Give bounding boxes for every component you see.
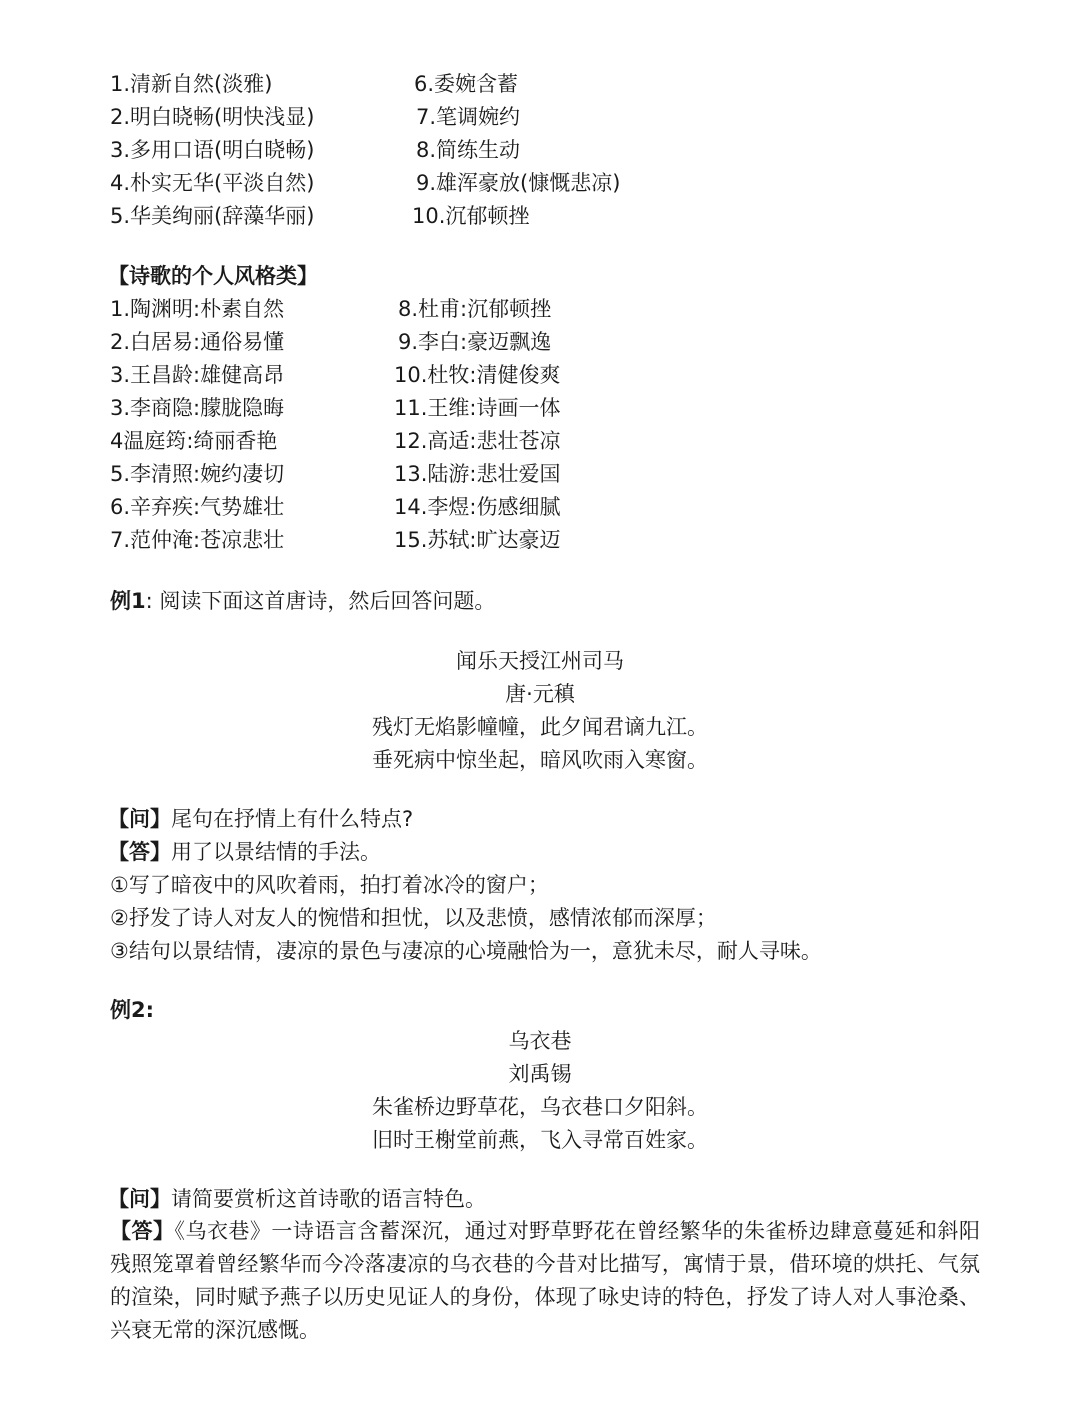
- section-heading: 【诗歌的个人风格类】: [108, 264, 318, 288]
- poem-line: 垂死病中惊坐起，暗风吹雨入寒窗。: [372, 748, 708, 772]
- poet-style-item: 7.范仲淹:苍凉悲壮: [110, 528, 285, 552]
- poet-style-item: 10.杜牧:清健俊爽: [394, 363, 561, 387]
- example2-label: 例2:: [110, 998, 155, 1022]
- poet-style-item: 15.苏轼:旷达豪迈: [394, 528, 561, 552]
- example1-intro: [110, 589, 495, 614]
- answer-text: 《乌衣巷》一诗语言含蓄深沉，通过对野草野花在曾经繁华的朱雀桥边肆意蔓延和斜阳残照笼罩着曾经繁华而今冷落凄凉的乌衣巷的今昔对比描写，寓情于景，借环境的烘托、气氛的渲染，同时赋予燕子以历史见证人的身份，体现了咏史诗的特色，抒发了诗人对人事沧桑、兴衰无常的深沉感慨。: [110, 1219, 981, 1342]
- answer-label: 【答】: [108, 840, 171, 864]
- poet-style-item: 1.陶渊明:朴素自然: [110, 297, 285, 321]
- lang-style-item: 10.沉郁顿挫: [412, 204, 530, 228]
- lang-style-item: 9.雄浑豪放(慷慨悲凉): [416, 171, 621, 195]
- answer-label: 【答】: [110, 1219, 175, 1243]
- poet-style-item: 9.李白:豪迈飘逸: [398, 330, 552, 354]
- lang-style-item: 1.清新自然(淡雅): [110, 72, 273, 96]
- poet-style-item: 14.李煜:伤感细腻: [394, 495, 561, 519]
- poem-author: 唐·元稹: [505, 682, 575, 706]
- answer-point: ②抒发了诗人对友人的惋惜和担忧，以及悲愤，感情浓郁而深厚；: [110, 906, 717, 930]
- poem-author: 刘禹锡: [508, 1062, 572, 1086]
- lang-style-item: 7.笔调婉约: [416, 105, 521, 129]
- poem-line: 旧时王榭堂前燕，飞入寻常百姓家。: [372, 1128, 708, 1152]
- question-text: 尾句在抒情上有什么特点?: [171, 807, 414, 831]
- question-label: 【问】: [108, 1187, 171, 1211]
- answer: [108, 840, 381, 865]
- poet-style-item: 4温庭筠:绮丽香艳: [110, 429, 278, 453]
- answer-text: 用了以景结情的手法。: [171, 840, 381, 864]
- poet-style-item: 11.王维:诗画一体: [394, 396, 561, 420]
- question-label: 【问】: [108, 807, 171, 831]
- lang-style-item: 8.简练生动: [416, 138, 521, 162]
- example1-intro-text: : 阅读下面这首唐诗，然后回答问题。: [145, 589, 496, 613]
- poet-style-item: 6.辛弃疾:气势雄壮: [110, 495, 285, 519]
- poem-line: 朱雀桥边野草花，乌衣巷口夕阳斜。: [372, 1095, 708, 1119]
- poet-style-item: 3.王昌龄:雄健高昂: [110, 363, 285, 387]
- answer-paragraph: [110, 1215, 980, 1347]
- poet-style-item: 8.杜甫:沉郁顿挫: [398, 297, 552, 321]
- lang-style-item: 4.朴实无华(平淡自然): [110, 171, 315, 195]
- poet-style-item: 2.白居易:通俗易懂: [110, 330, 285, 354]
- poet-style-item: 12.高适:悲壮苍凉: [394, 429, 561, 453]
- example1-label: 例1: [110, 589, 146, 613]
- lang-style-item: 2.明白晓畅(明快浅显): [110, 105, 315, 129]
- poem-title: 闻乐天授江州司马: [456, 649, 624, 673]
- poem-line: 残灯无焰影幢幢，此夕闻君谪九江。: [372, 715, 708, 739]
- lang-style-item: 5.华美绚丽(辞藻华丽): [110, 204, 315, 228]
- poem-title: 乌衣巷: [508, 1029, 572, 1053]
- lang-style-item: 6.委婉含蓄: [414, 72, 519, 96]
- question-text: 请简要赏析这首诗歌的语言特色。: [171, 1187, 486, 1211]
- poet-style-item: 5.李清照:婉约凄切: [110, 462, 285, 486]
- question: [108, 807, 413, 832]
- poet-style-item: 3.李商隐:朦胧隐晦: [110, 396, 285, 420]
- answer-point: ①写了暗夜中的风吹着雨，拍打着冰冷的窗户；: [110, 873, 549, 897]
- poet-style-item: 13.陆游:悲壮爱国: [394, 462, 561, 486]
- lang-style-item: 3.多用口语(明白晓畅): [110, 138, 315, 162]
- question: [108, 1187, 486, 1212]
- answer-point: ③结句以景结情，凄凉的景色与凄凉的心境融恰为一，意犹未尽，耐人寻味。: [110, 939, 822, 963]
